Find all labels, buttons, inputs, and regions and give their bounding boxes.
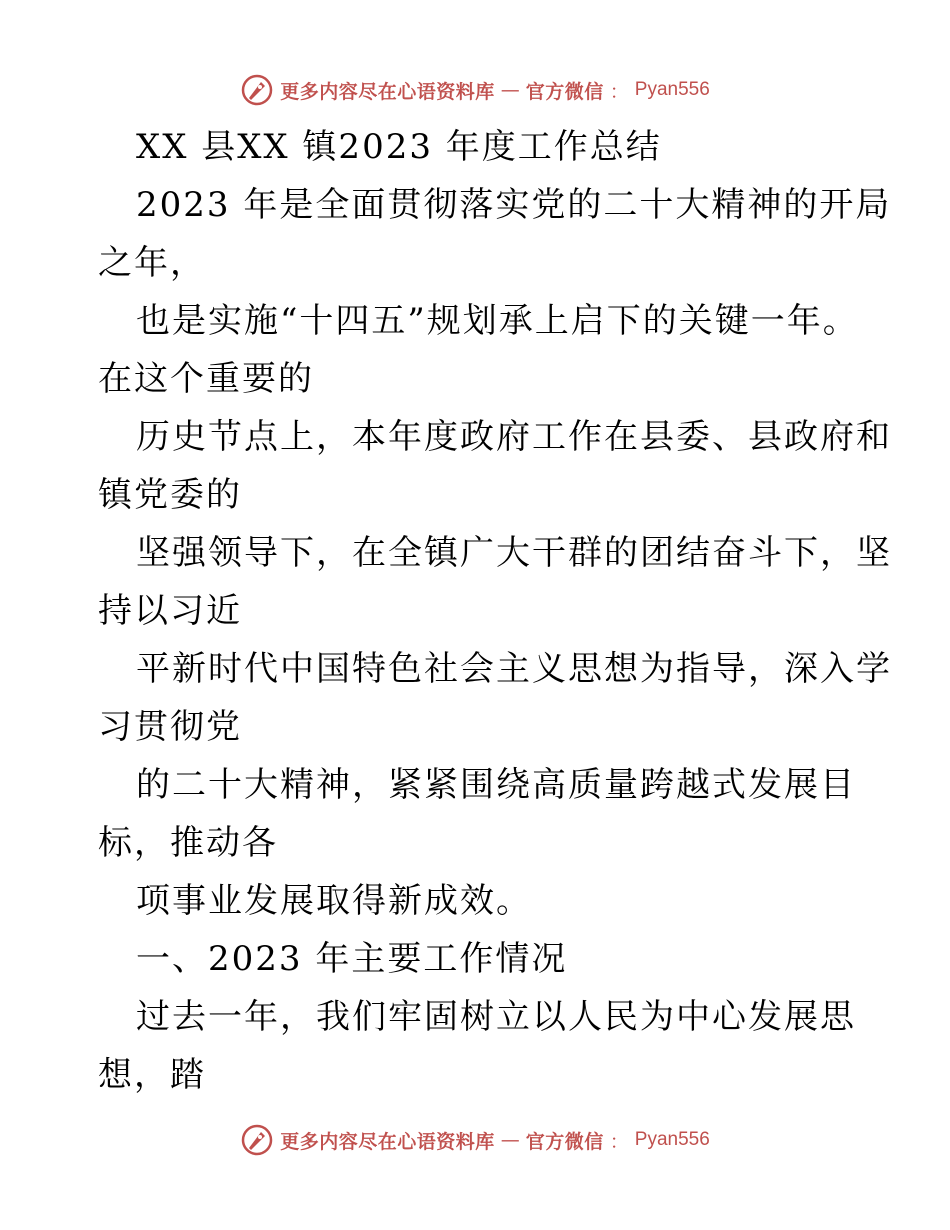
paragraph-line: 2023 年是全面贯彻落实党的二十大精神的开局	[136, 185, 892, 225]
document-body	[98, 118, 892, 1104]
header-watermark	[0, 70, 950, 110]
paragraph-line: 坚强领导下，在全镇广大干群的团结奋斗下，坚	[136, 533, 892, 573]
paragraph-line: 过去一年，我们牢固树立以人民为中心发展思	[136, 997, 856, 1037]
watermark-account: Pyan556	[634, 79, 710, 100]
watermark-separator: ：	[609, 80, 629, 103]
paragraph-line: 平新时代中国特色社会主义思想为指导，深入学	[136, 649, 892, 689]
paragraph-line: 之年，	[98, 243, 206, 283]
paragraph-line: 历史节点上，本年度政府工作在县委、县政府和	[136, 417, 892, 457]
watermark-brand-text: 更多内容尽在心语资料库	[280, 1130, 495, 1153]
document-title: XX 县XX 镇2023 年度工作总结	[136, 127, 662, 167]
paragraph-line: 标，推动各	[98, 823, 278, 863]
footer-watermark	[0, 1120, 950, 1160]
paragraph-line: 镇党委的	[98, 475, 242, 515]
section-heading: 一、2023 年主要工作情况	[136, 939, 568, 979]
paragraph-line: 项事业发展取得新成效。	[136, 881, 532, 921]
watermark-label: 官方微信	[525, 80, 604, 103]
paragraph-line: 的二十大精神，紧紧围绕高质量跨越式发展目	[136, 765, 856, 805]
paragraph-line: 持以习近	[98, 591, 242, 631]
watermark-dash: —	[500, 79, 520, 101]
watermark-dash: —	[500, 1129, 520, 1151]
pen-nib-logo-icon	[240, 1123, 274, 1157]
paragraph-line: 习贯彻党	[98, 707, 242, 747]
watermark-brand-text: 更多内容尽在心语资料库	[280, 80, 495, 103]
watermark-separator: ：	[609, 1130, 629, 1153]
paragraph-line: 想，踏	[98, 1055, 206, 1095]
pen-nib-logo-icon	[240, 73, 274, 107]
watermark-label: 官方微信	[525, 1130, 604, 1153]
watermark-account: Pyan556	[634, 1129, 710, 1150]
paragraph-line: 也是实施“十四五”规划承上启下的关键一年。	[136, 301, 859, 341]
paragraph-line: 在这个重要的	[98, 359, 314, 399]
